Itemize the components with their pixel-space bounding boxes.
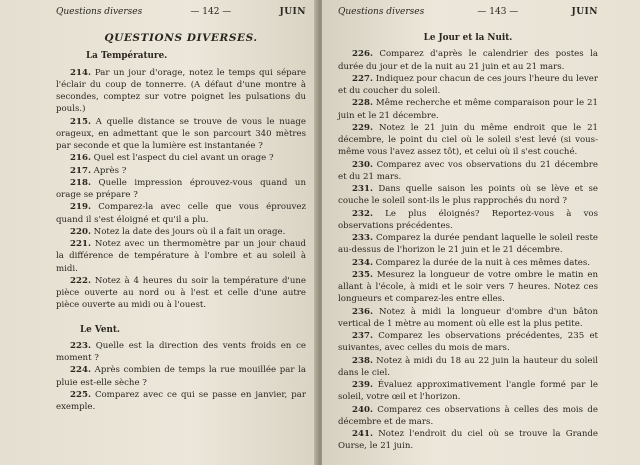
question-number: 236.	[352, 306, 373, 317]
question-item	[338, 183, 598, 208]
question-text: Indiquez pour chacun de ces jours l'heure du lever et du coucher du soleil.	[338, 73, 598, 96]
left-page	[0, 0, 318, 465]
question-text: Comparez ces observations à celles des mois de décembre et de mars.	[338, 404, 598, 427]
question-number: 241.	[352, 429, 373, 439]
question-number: 218.	[70, 177, 91, 188]
question-item	[338, 428, 598, 453]
question-number: 214.	[70, 67, 91, 78]
question-item	[338, 48, 598, 73]
question-number: 239.	[352, 380, 373, 390]
question-item	[338, 257, 598, 269]
question-number: 226.	[352, 49, 373, 60]
question-text: Comparez avec vos observations du 21 décembre et du 21 mars.	[338, 159, 598, 182]
question-number: 224.	[70, 365, 91, 376]
question-text: Notez à midi du 18 au 22 juin la hauteur du soleil dans le ciel.	[338, 355, 598, 378]
question-text: Quel est l'aspect du ciel avant un orage ?	[93, 153, 274, 164]
question-number: 232.	[352, 208, 373, 219]
day-night-questions	[338, 48, 598, 452]
question-number: 220.	[70, 226, 91, 237]
question-text: Notez la date des jours où il a fait un orage.	[93, 226, 286, 237]
question-item	[338, 379, 598, 404]
question-text: Comparez avec ce qui se passe en janvier, par exemple.	[56, 389, 306, 412]
question-item	[56, 389, 306, 414]
question-number: 235.	[352, 269, 373, 280]
question-item	[56, 165, 306, 177]
right-page-content	[338, 6, 598, 453]
question-text: Par un jour d'orage, notez le temps qui sépare l'éclair du coup de tonnerre. (A défaut d'une montre à secondes, comptez sur votre poignet les pulsations du pouls.)	[56, 67, 306, 115]
question-item	[56, 275, 306, 312]
question-item	[56, 152, 306, 164]
question-text: Même recherche et même comparaison pour le 21 juin et le 21 décembre.	[338, 98, 598, 121]
left-header-title: Questions diverses	[56, 7, 143, 17]
question-item	[338, 73, 598, 98]
question-number: 230.	[352, 159, 373, 170]
left-page-content	[56, 6, 306, 413]
question-item	[56, 340, 306, 365]
question-number: 229.	[352, 122, 373, 133]
question-text: Comparez d'après le calendrier des postes la durée du jour et de la nuit au 21 juin et au 21 mars.	[338, 49, 598, 72]
question-text: Après combien de temps la rue mouillée par la pluie est-elle sèche ?	[56, 365, 307, 388]
question-number: 221.	[70, 239, 91, 249]
subheading-day-night: Le Jour et la Nuit.	[423, 33, 513, 43]
question-text: Comparez les observations précédentes, 235 et suivantes, avec celles du mois de mars.	[338, 331, 598, 354]
question-text: Comparez la durée de la nuit à ces mêmes dates.	[375, 257, 591, 268]
question-text: Évaluez approximativement l'angle formé par le soleil, votre œil et l'horizon.	[338, 380, 598, 403]
question-number: 225.	[70, 389, 91, 400]
question-item	[56, 67, 306, 116]
question-item	[56, 201, 306, 226]
right-running-header	[338, 6, 598, 22]
question-text: Notez à midi la longueur d'ombre d'un bâton vertical de 1 mètre au moment où elle est la plus petite.	[338, 306, 598, 329]
question-text: Mesurez la longueur de votre ombre le matin en allant à l'école, à midi et le soir vers 7 heures. Notez ces longueurs et comparez-les entre elles.	[338, 269, 598, 305]
question-text: Notez l'endroit du ciel où se trouve la Grande Ourse, le 21 juin.	[338, 429, 598, 452]
question-number: 233.	[352, 233, 373, 243]
question-number: 227.	[352, 73, 373, 84]
question-number: 216.	[70, 153, 91, 164]
question-text: Comparez-la avec celle que vous éprouvez quand il s'est éloigné et qu'il a plu.	[56, 202, 306, 225]
question-text: Comparez la durée pendant laquelle le soleil reste au-dessus de l'horizon le 21 juin et le 21 décembre.	[338, 233, 598, 256]
question-number: 228.	[352, 98, 373, 109]
question-item	[338, 306, 598, 331]
question-item	[338, 159, 598, 184]
question-item	[338, 232, 598, 257]
right-header-month: JUIN	[571, 7, 598, 17]
section-title: QUESTIONS DIVERSES.	[104, 32, 258, 44]
question-text: Notez à 4 heures du soir la température d'une pièce ouverte au nord ou à l'est et celle d'une autre pièce ouverte au midi ou à l'ouest.	[56, 275, 307, 311]
question-text: Quelle impression éprouvez-vous quand un orage se prépare ?	[56, 177, 307, 200]
question-number: 231.	[352, 184, 373, 194]
question-text: Notez le 21 juin du même endroit que le 21 décembre, le point du ciel où le soleil s'est levé (si vous-même vous l'avez assez tôt), et celui où il s'est couché.	[338, 122, 598, 158]
question-item	[56, 226, 306, 238]
question-item	[338, 404, 598, 429]
question-number: 240.	[352, 404, 373, 415]
question-text: Après ?	[93, 165, 127, 176]
question-number: 222.	[70, 275, 91, 286]
question-text: Quelle est la direction des vents froids en ce moment ?	[56, 340, 306, 363]
question-number: 223.	[70, 340, 91, 351]
question-number: 219.	[70, 202, 91, 213]
wind-questions	[56, 340, 306, 414]
question-item	[56, 116, 306, 153]
question-text: Le plus éloignés? Reportez-vous à vos observations précédentes.	[338, 208, 599, 231]
subheading-wind: Le Vent.	[80, 324, 120, 335]
question-number: 215.	[70, 116, 91, 127]
question-item	[56, 364, 306, 389]
question-item	[56, 177, 306, 202]
question-text: Dans quelle saison les points où se lève et se couche le soleil sont-ils le plus rapprochés du nord ?	[338, 184, 599, 207]
question-item	[338, 122, 598, 159]
question-text: A quelle distance se trouve de vous le nuage orageux, en admettant que le son parcourt 340 mètres par seconde et que la lumière est instantanée ?	[56, 116, 306, 151]
question-item	[338, 97, 598, 122]
left-header-month: JUIN	[279, 7, 306, 17]
question-number: 217.	[70, 165, 91, 176]
question-item	[338, 208, 598, 233]
question-text: Notez avec un thermomètre par un jour chaud la différence de température à l'ombre et au soleil à midi.	[56, 239, 306, 274]
question-item	[56, 238, 306, 275]
question-item	[338, 355, 598, 380]
question-number: 237.	[352, 331, 373, 341]
question-number: 238.	[352, 355, 373, 366]
question-item	[338, 269, 598, 306]
left-page-number: — 142 —	[190, 7, 232, 17]
left-running-header	[56, 6, 306, 22]
temperature-questions	[56, 67, 306, 312]
right-page	[322, 0, 640, 465]
question-item	[338, 330, 598, 355]
right-page-number: — 143 —	[477, 7, 519, 17]
subheading-temperature: La Température.	[86, 51, 168, 62]
right-header-title: Questions diverses	[338, 7, 425, 17]
question-number: 234.	[352, 257, 373, 268]
